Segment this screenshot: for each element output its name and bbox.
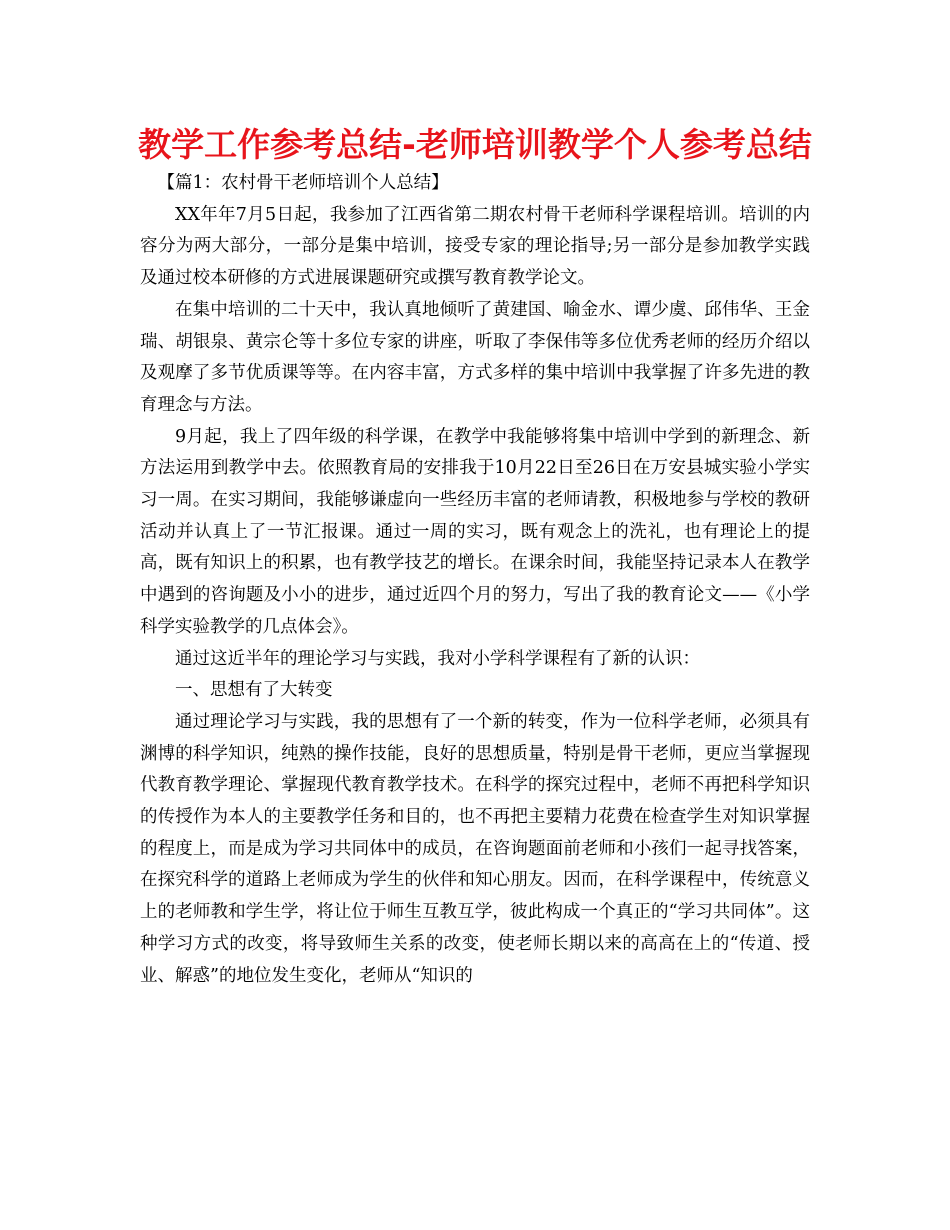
section-heading: 【篇1：农村骨干老师培训个人总结】: [157, 173, 449, 193]
paragraph: 在集中培训的二十天中，我认真地倾听了黄建国、喻金水、谭少虞、邱伟华、王金瑞、胡银泉、黄宗仑等十多位专家的讲座，听取了李保伟等多位优秀老师的经历介绍以及观摩了多节优质课等等。在内容丰富，方式多样的集中培训中我掌握了许多先进的教育理念与方法。: [140, 299, 810, 415]
document-body: [140, 168, 810, 992]
document-title: 教学工作参考总结-老师培训教学个人参考总结: [138, 125, 812, 164]
paragraph: XX年年7月5日起，我参加了江西省第二期农村骨干老师科学课程培训。培训的内容分为两大部分，一部分是集中培训，接受专家的理论指导;另一部分是参加教学实践及通过校本研修的方式进展课题研究或撰写教育教学论文。: [140, 204, 810, 289]
subsection-heading: 一、思想有了大转变: [175, 680, 333, 701]
paragraph: 通过这近半年的理论学习与实践，我对小学科学课程有了新的认识：: [175, 648, 700, 669]
paragraph: 通过理论学习与实践，我的思想有了一个新的转变，作为一位科学老师，必须具有渊博的科学知识，纯熟的操作技能，良好的思想质量，特别是骨干老师，更应当掌握现代教育教学理论、掌握现代教育教学技术。在科学的探究过程中，老师不再把科学知识的传授作为本人的主要教学任务和目的，也不再把主要精力花费在检查学生对知识掌握的程度上，而是成为学习共同体中的成员，在咨询题面前老师和小孩们一起寻找答案，在探究科学的道路上老师成为学生的伙伴和知心朋友。因而，在科学课程中，传统意义上的老师教和学生学，将让位于师生互教互学，彼此构成一个真正的“学习共同体”。这种学习方式的改变，将导致师生关系的改变，使老师长期以来的高高在上的“传道、授业、解惑”的地位发生变化，老师从“知识的: [140, 711, 810, 986]
paragraph: 9月起，我上了四年级的科学课，在教学中我能够将集中培训中学到的新理念、新方法运用到教学中去。依照教育局的安排我于10月22日至26日在万安县城实验小学实习一周。在实习期间，我能够谦虚向一些经历丰富的老师请教，积极地参与学校的教研活动并认真上了一节汇报课。通过一周的实习，既有观念上的洗礼，也有理论上的提高，既有知识上的积累，也有教学技艺的增长。在课余时间，我能坚持记录本人在教学中遇到的咨询题及小小的进步，通过近四个月的努力，写出了我的教育论文——《小学科学实验教学的几点体会》。: [140, 426, 810, 637]
